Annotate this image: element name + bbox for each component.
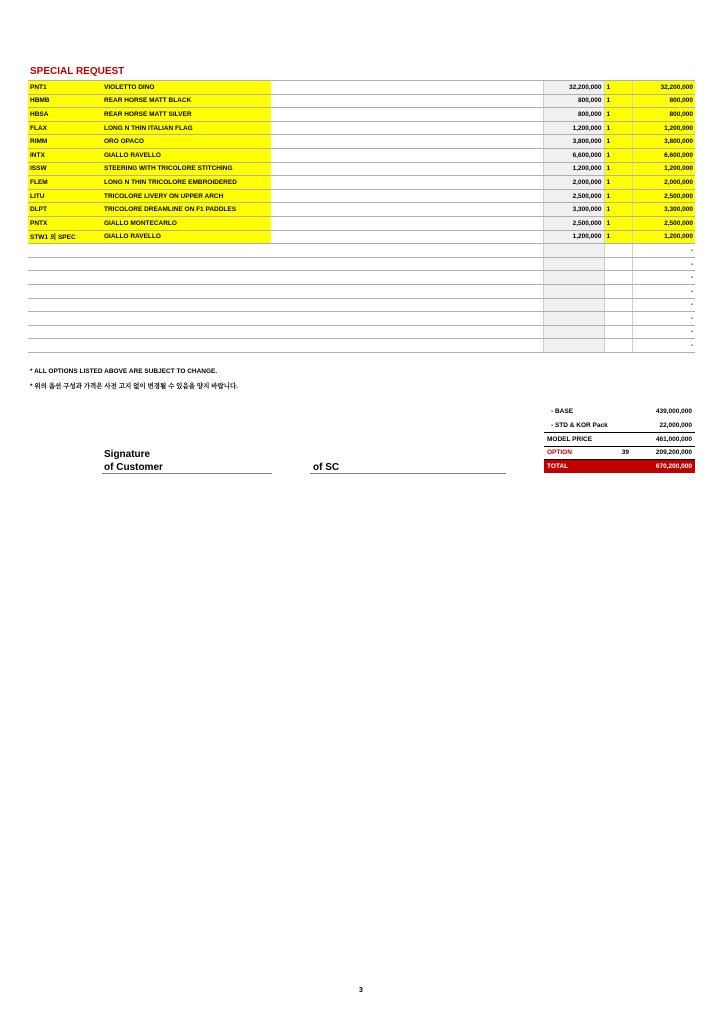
option-spacer [271,312,543,326]
option-description: TRICOLORE LIVERY ON UPPER ARCH [102,189,271,203]
option-code: LITU [28,189,102,203]
option-quantity [604,271,632,285]
option-description: REAR HORSE MATT SILVER [102,108,271,122]
table-row [28,162,695,176]
model-price-label: MODEL PRICE [544,433,616,447]
option-unit-price: 3,800,000 [543,135,604,149]
option-spacer [271,203,543,217]
option-amount: - [632,312,695,326]
customer-signature-label: Signature [104,449,151,460]
option-amount: - [632,325,695,339]
option-amount: 2,000,000 [632,176,695,190]
option-unit-price: 2,000,000 [543,176,604,190]
option-amount: 1,200,000 [632,162,695,176]
option-code: PNTX [28,216,102,230]
table-row [28,135,695,149]
table-row [28,216,695,230]
table-row [28,257,695,271]
option-amount: 800,000 [632,94,695,108]
option-spacer [271,162,543,176]
option-description: REAR HORSE MATT BLACK [102,94,271,108]
option-description: ORO OPACO [102,135,271,149]
change-notice-ko: * 위의 옵션 구성과 가격은 사전 고지 없이 변경될 수 있음을 양지 바랍니다. [30,383,239,390]
option-amount: 1,200,000 [632,121,695,135]
option-quantity [604,257,632,271]
option-code: INTX [28,148,102,162]
option-amount: - [632,244,695,258]
option-description: STEERING WITH TRICOLORE STITCHING [102,162,271,176]
option-code [28,339,102,353]
change-notice-en: * ALL OPTIONS LISTED ABOVE ARE SUBJECT TO CHANGE. [30,368,218,375]
option-amount: - [632,339,695,353]
option-amount: - [632,257,695,271]
option-spacer [271,284,543,298]
base-label: - BASE [551,407,574,415]
total-value: 670,200,000 [632,460,695,473]
table-row [28,339,695,353]
summary-row-base [544,405,695,418]
table-row [28,298,695,312]
option-code: PNT1 [28,81,102,95]
option-spacer [271,176,543,190]
option-unit-price [543,325,604,339]
option-description [102,271,271,285]
option-spacer [271,298,543,312]
summary-row-model-price [544,433,695,447]
option-amount: 32,200,000 [632,81,695,95]
option-amount: 6,600,000 [632,148,695,162]
option-unit-price [543,244,604,258]
option-description: GIALLO RAVELLO [102,148,271,162]
option-quantity [604,244,632,258]
option-unit-price [543,271,604,285]
table-row [28,94,695,108]
option-unit-price [543,339,604,353]
option-quantity: 1 [604,189,632,203]
option-quantity: 1 [604,81,632,95]
option-code [28,298,102,312]
base-value: 439,000,000 [655,407,692,415]
option-spacer [271,189,543,203]
option-unit-price: 2,500,000 [543,216,604,230]
option-unit-price: 1,200,000 [543,230,604,244]
option-spacer [271,108,543,122]
option-spacer [271,339,543,353]
option-amount: - [632,271,695,285]
option-code: RIMM [28,135,102,149]
option-amount: 800,000 [632,108,695,122]
summary-row-total [544,460,695,473]
table-row [28,271,695,285]
option-code [28,284,102,298]
table-row [28,312,695,326]
option-amount: 2,500,000 [632,189,695,203]
option-amount: 3,300,000 [632,203,695,217]
option-spacer [271,216,543,230]
option-amount: 3,800,000 [632,135,695,149]
option-quantity: 1 [604,121,632,135]
page-number: 3 [359,987,363,994]
option-code [28,244,102,258]
option-code [28,257,102,271]
option-spacer [271,148,543,162]
option-unit-price [543,312,604,326]
option-unit-price: 32,200,000 [543,81,604,95]
summary-row-pack [544,420,695,433]
option-description: LONG N THIN TRICOLORE EMBROIDERED [102,176,271,190]
option-code [28,312,102,326]
table-row [28,189,695,203]
option-quantity: 1 [604,230,632,244]
option-label: OPTION [544,446,616,460]
option-code: FLEM [28,176,102,190]
option-quantity: 1 [604,216,632,230]
option-spacer [271,81,543,95]
option-unit-price: 3,300,000 [543,203,604,217]
table-row [28,108,695,122]
option-unit-price: 800,000 [543,94,604,108]
pack-value: 22,000,000 [659,422,692,430]
option-spacer [271,121,543,135]
option-value: 209,200,000 [632,446,695,460]
option-spacer [271,257,543,271]
customer-signature-line [102,473,272,474]
option-count: 39 [616,446,632,460]
table-row [28,148,695,162]
special-request-table [28,80,695,353]
sc-signature-label: of SC [313,462,340,473]
option-description [102,257,271,271]
option-quantity: 1 [604,176,632,190]
option-quantity [604,339,632,353]
option-spacer [271,94,543,108]
option-code: HBSA [28,108,102,122]
option-code: HBMB [28,94,102,108]
option-unit-price [543,298,604,312]
option-unit-price: 1,200,000 [543,162,604,176]
option-amount: 1,200,000 [632,230,695,244]
option-spacer [271,271,543,285]
option-description [102,339,271,353]
option-description [102,284,271,298]
option-quantity: 1 [604,203,632,217]
option-quantity [604,298,632,312]
option-description: TRICOLORE DREAMLINE ON F1 PADDLES [102,203,271,217]
option-quantity: 1 [604,148,632,162]
option-unit-price: 1,200,000 [543,121,604,135]
sc-signature-line [310,473,506,474]
table-row [28,284,695,298]
option-quantity: 1 [604,135,632,149]
summary-row-option [544,446,695,460]
option-description [102,325,271,339]
table-row [28,176,695,190]
option-amount: - [632,284,695,298]
option-description [102,298,271,312]
option-spacer [271,244,543,258]
option-description: LONG N THIN ITALIAN FLAG [102,121,271,135]
special-request-rows [28,81,695,353]
option-quantity [604,284,632,298]
option-description [102,244,271,258]
option-quantity [604,325,632,339]
table-row [28,81,695,95]
option-code [28,325,102,339]
customer-signature-label-2: of Customer [104,462,163,473]
option-spacer [271,230,543,244]
option-unit-price [543,257,604,271]
option-unit-price [543,284,604,298]
option-description [102,312,271,326]
table-row [28,121,695,135]
option-quantity [604,312,632,326]
option-unit-price: 2,500,000 [543,189,604,203]
option-spacer [271,135,543,149]
option-description: VIOLETTO DINO [102,81,271,95]
option-code: FLAX [28,121,102,135]
pack-label: - STD & KOR Pack [551,422,608,430]
option-amount: - [632,298,695,312]
table-row [28,244,695,258]
option-unit-price: 800,000 [543,108,604,122]
table-row [28,203,695,217]
option-quantity: 1 [604,94,632,108]
option-amount: 2,500,000 [632,216,695,230]
option-code: ISSW [28,162,102,176]
model-price-value: 461,000,000 [632,433,695,447]
option-quantity: 1 [604,162,632,176]
option-description: GIALLO MONTECARLO [102,216,271,230]
total-label: TOTAL [544,460,616,473]
option-code: STW1 외 SPEC [28,230,102,244]
table-row [28,230,695,244]
option-unit-price: 6,600,000 [543,148,604,162]
table-row [28,325,695,339]
option-code [28,271,102,285]
price-summary-table [544,405,695,473]
option-quantity: 1 [604,108,632,122]
option-description: GIALLO RAVELLO [102,230,271,244]
section-title: SPECIAL REQUEST [30,66,125,77]
option-spacer [271,325,543,339]
option-code: DLPT [28,203,102,217]
